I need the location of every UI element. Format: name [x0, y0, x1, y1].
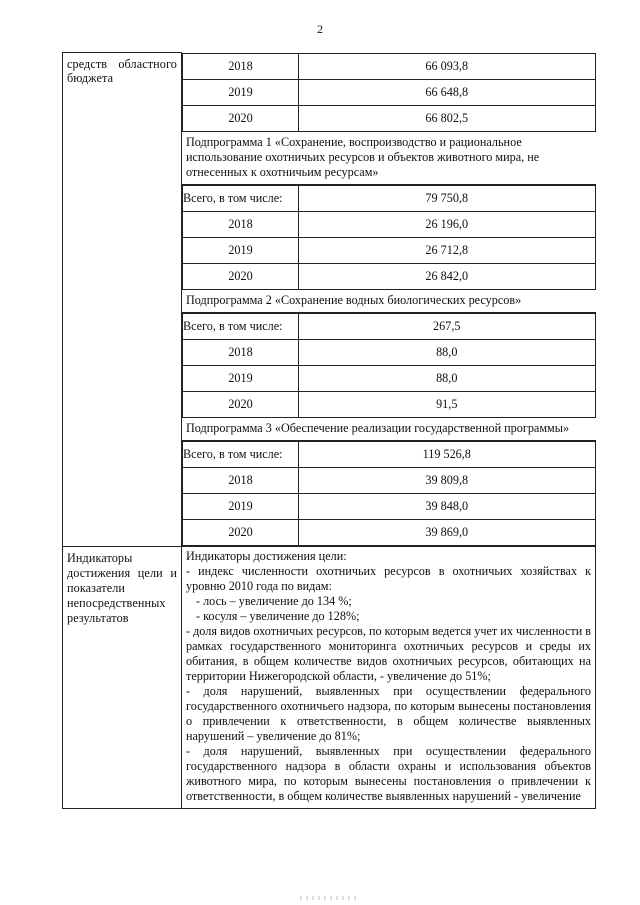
- value-cell: 66 802,5: [299, 105, 596, 131]
- table-row: [183, 105, 596, 131]
- value-cell: 66 648,8: [299, 79, 596, 105]
- year-cell: 2018: [183, 339, 299, 365]
- indicators-text: [182, 547, 595, 808]
- year-cell: 2019: [183, 237, 299, 263]
- table-row: [183, 53, 596, 79]
- year-cell: 2019: [183, 79, 299, 105]
- value-cell: 26 712,8: [299, 237, 596, 263]
- year-cell: 2020: [183, 519, 299, 545]
- total-value: 79 750,8: [299, 185, 596, 211]
- indicators-left-label: Индикаторы достижения цели и показатели непосредственных результатов: [67, 550, 177, 625]
- table-row: [183, 493, 596, 519]
- budget-left-label: средств областного бюджета: [67, 57, 177, 85]
- indicators-heading: Индикаторы достижения цели:: [186, 548, 347, 563]
- value-cell: 26 196,0: [299, 211, 596, 237]
- year-cell: 2018: [183, 467, 299, 493]
- value-cell: 39 809,8: [299, 467, 596, 493]
- indicators-left-cell: [63, 546, 182, 808]
- value-cell: 88,0: [299, 365, 596, 391]
- indicator-item: - доля видов охотничьих ресурсов, по которым ведется учет их численности в рамках государственного мониторинга охотничьих ресурсов и среды их обитания, в общем количестве видов охотничьих ресурсов, обитающих на территории Нижегородской области, - увеличение до 51%;: [186, 623, 592, 683]
- table-row: [183, 263, 596, 289]
- table-row: [183, 391, 596, 417]
- page-number: 2: [317, 22, 323, 36]
- indicator-item: - доля нарушений, выявленных при осуществлении федерального государственного охотничьего надзора, по которым вынесены постановления о привлечении к ответственности, в общем количестве выявленных нарушений – увеличение до 81%;: [186, 683, 591, 743]
- table-row: [183, 79, 596, 105]
- year-cell: 2020: [183, 391, 299, 417]
- year-cell: 2020: [183, 105, 299, 131]
- total-label: Всего, в том числе:: [183, 441, 299, 467]
- table-row: [183, 339, 596, 365]
- value-cell: 66 093,8: [299, 53, 596, 79]
- indicator-item: - косуля – увеличение до 128%;: [196, 608, 360, 623]
- subprogram-3-table: [182, 441, 596, 546]
- scan-artifact: [300, 896, 360, 900]
- subprogram-2-table: [182, 313, 596, 418]
- table-row: [183, 467, 596, 493]
- total-value: 267,5: [299, 313, 596, 339]
- indicator-item: - лось – увеличение до 134 %;: [196, 593, 352, 608]
- year-cell: 2018: [183, 211, 299, 237]
- table-row: [183, 313, 596, 339]
- total-label: Всего, в том числе:: [183, 185, 299, 211]
- table-row: [183, 211, 596, 237]
- total-value: 119 526,8: [299, 441, 596, 467]
- year-cell: 2019: [183, 365, 299, 391]
- value-cell: 39 848,0: [299, 493, 596, 519]
- year-cell: 2019: [183, 493, 299, 519]
- table-row: [183, 365, 596, 391]
- table-row: [183, 519, 596, 545]
- year-cell: 2020: [183, 263, 299, 289]
- subprogram-1-table: [182, 185, 596, 290]
- budget-left-cell: [63, 53, 182, 547]
- table-row: [183, 237, 596, 263]
- table-row: [183, 441, 596, 467]
- indicator-item: - доля нарушений, выявленных при осуществлении федерального государственного надзора в области охраны и использования объектов животного мира, по которым вынесены постановления о привлечении к ответственности, в общем количестве выявленных нарушений - увеличение: [186, 743, 591, 803]
- table-row: [183, 185, 596, 211]
- value-cell: 91,5: [299, 391, 596, 417]
- value-cell: 39 869,0: [299, 519, 596, 545]
- value-cell: 88,0: [299, 339, 596, 365]
- indicator-item: - индекс численности охотничьих ресурсов в охотничьих хозяйствах к уровню 2010 года по видам:: [186, 563, 591, 593]
- year-cell: 2018: [183, 53, 299, 79]
- indicators-cell: [182, 546, 596, 808]
- budget-inner-table: [182, 53, 596, 132]
- subprogram-2-title: Подпрограмма 2 «Сохранение водных биологических ресурсов»: [182, 290, 596, 313]
- subprogram-1-title: Подпрограмма 1 «Сохранение, воспроизводство и рациональное использование охотничьих ресурсов и объектов животного мира, не отнесенных к охотничьим ресурсам»: [182, 132, 596, 185]
- total-label: Всего, в том числе:: [183, 313, 299, 339]
- program-table: [62, 52, 596, 809]
- subprogram-3-title: Подпрограмма 3 «Обеспечение реализации государственной программы»: [182, 418, 596, 441]
- value-cell: 26 842,0: [299, 263, 596, 289]
